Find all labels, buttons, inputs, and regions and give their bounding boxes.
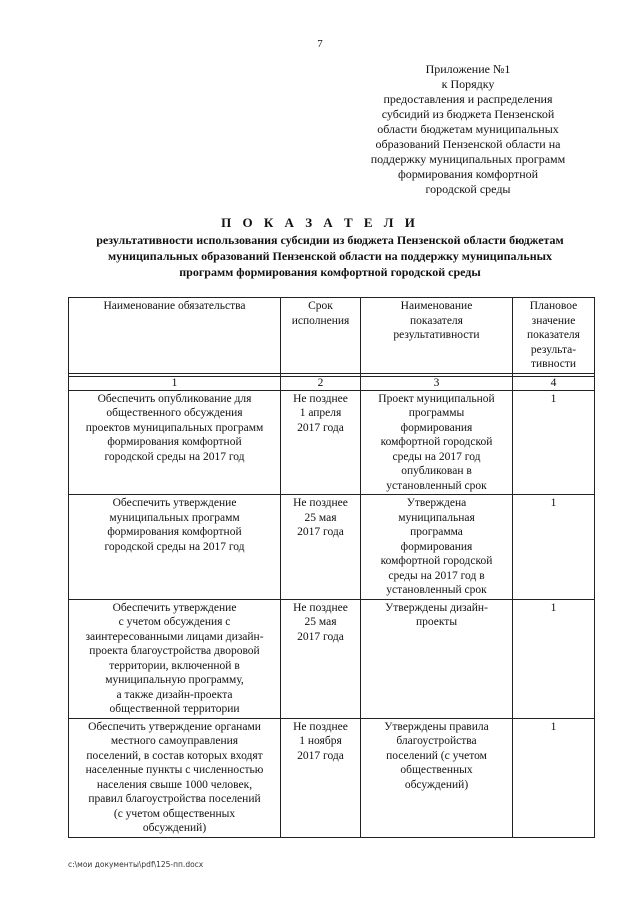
planned-value-cell: 1 [513, 495, 595, 600]
indicator-cell [361, 495, 513, 600]
document-title: П О К А З А Т Е Л И [221, 215, 419, 230]
table-row [69, 718, 595, 837]
indicator-line: благоустройства [396, 735, 477, 747]
deadline-line: 2017 года [297, 630, 344, 643]
deadline-cell [281, 599, 361, 718]
column-header-line: Срок [308, 300, 333, 312]
page-number: 7 [317, 38, 323, 50]
indicator-line: программы [408, 407, 465, 419]
obligation-line: формирования комфортной [107, 526, 242, 538]
obligation-line: общественного обсуждения [106, 407, 243, 419]
obligation-line: формирования комфортной [107, 436, 242, 448]
column-header-line: исполнения [291, 314, 350, 327]
column-number: 1 [69, 376, 281, 390]
obligation-line: Обеспечить утверждение органами [88, 720, 261, 733]
table-row [69, 390, 595, 495]
obligation-line: Обеспечить опубликование для [97, 392, 252, 405]
obligation-cell [69, 599, 281, 718]
obligation-line: городской среды на 2017 год [104, 450, 245, 463]
indicator-line: установленный срок [386, 584, 487, 596]
deadline-line: 2017 года [297, 421, 344, 434]
obligation-line: поселений, в состав которых входят [86, 749, 263, 762]
appendix-line: поддержку муниципальных программ [370, 152, 566, 166]
deadline-line: 1 апреля [299, 407, 342, 419]
table-header-row [69, 298, 595, 374]
table-row [69, 599, 595, 718]
indicator-line: муниципальная [398, 511, 475, 524]
indicator-line: установленный срок [386, 479, 487, 492]
column-number: 3 [361, 376, 513, 390]
column-header-line: Наименование обязательства [103, 300, 246, 312]
column-header [281, 298, 361, 374]
obligation-line: (с учетом общественных [113, 807, 236, 820]
deadline-line: 1 ноября [299, 735, 342, 747]
subtitle-line: муниципальных образований Пензенской области на поддержку муниципальных [107, 249, 553, 263]
deadline-line: 25 мая [304, 616, 337, 628]
obligation-line: местного самоуправления [110, 735, 239, 747]
indicators-table [68, 297, 595, 838]
appendix-line: образований Пензенской области на [375, 137, 561, 151]
column-header-line: показателя [527, 329, 580, 341]
column-header-line: показателя [410, 314, 463, 327]
obligation-cell [69, 390, 281, 495]
subtitle-line: результативности использования субсидии из бюджета Пензенской области бюджетам [96, 233, 564, 247]
deadline-line: 25 мая [304, 511, 337, 524]
appendix-line: формирования комфортной [397, 167, 539, 181]
appendix-line: городской среды [425, 182, 511, 196]
column-header-line: тивности [530, 358, 577, 370]
column-number: 4 [513, 376, 595, 390]
obligation-line: проектов муниципальных программ [85, 421, 264, 434]
indicator-line: Утверждены правила [384, 720, 489, 733]
deadline-line: 2017 года [297, 749, 344, 762]
deadline-line: Не позднее [293, 601, 348, 614]
column-header-line: результа- [530, 343, 577, 356]
obligation-line: Обеспечить утверждение [112, 601, 237, 614]
obligation-line: с учетом обсуждения с [118, 616, 231, 628]
planned-value-cell: 1 [513, 599, 595, 718]
subtitle-line: программ формирования комфортной городской среды [179, 265, 481, 279]
indicator-cell [361, 718, 513, 837]
deadline-line: Не позднее [293, 497, 348, 509]
appendix-line: субсидий из бюджета Пензенской [381, 107, 555, 121]
column-header-line: Плановое [529, 300, 578, 312]
obligation-line: городской среды на 2017 год [104, 540, 245, 553]
obligation-line: территории, включенной в [109, 659, 240, 672]
obligation-line: Обеспечить утверждение [112, 497, 237, 509]
indicator-line: Утверждена [406, 497, 467, 509]
column-header-line: Наименование [400, 300, 473, 312]
document-subtitle [70, 232, 590, 280]
indicator-line: обсуждений) [404, 778, 469, 791]
column-header-line: результативности [393, 329, 480, 341]
indicator-cell [361, 599, 513, 718]
appendix-header [360, 62, 576, 197]
indicator-line: комфортной городской [380, 436, 493, 448]
table-row [69, 495, 595, 600]
deadline-line: Не позднее [293, 392, 348, 405]
obligation-line: населения свыше 1000 человек, [96, 778, 253, 791]
file-path-footer: c:\мои документы\pdf\125-пп.docx [68, 860, 204, 869]
obligation-line: проекта благоустройства дворовой [89, 645, 260, 657]
appendix-line: Приложение №1 [425, 62, 511, 76]
deadline-cell [281, 718, 361, 837]
planned-value-cell: 1 [513, 718, 595, 837]
indicator-line: среды на 2017 год в [388, 569, 485, 582]
deadline-line: 2017 года [297, 526, 344, 538]
obligation-line: заинтересованными лицами дизайн- [85, 630, 264, 643]
column-header [361, 298, 513, 374]
indicator-line: Проект муниципальной [378, 392, 495, 405]
appendix-line: области бюджетам муниципальных [377, 122, 559, 136]
indicator-line: комфортной городской [380, 555, 493, 567]
indicator-line: формирования [400, 540, 473, 553]
obligation-line: общественной территории [109, 703, 240, 715]
obligation-line: а также дизайн-проекта [116, 688, 233, 701]
indicator-line: программа [410, 526, 463, 538]
indicator-cell [361, 390, 513, 495]
indicator-line: формирования [400, 421, 473, 434]
planned-value-cell: 1 [513, 390, 595, 495]
indicator-line: проекты [415, 616, 458, 628]
indicator-line: общественных [400, 764, 473, 776]
deadline-cell [281, 495, 361, 600]
obligation-line: правил благоустройства поселений [88, 793, 261, 805]
column-header [513, 298, 595, 374]
obligation-cell [69, 495, 281, 600]
obligation-line: муниципальных программ [109, 511, 240, 524]
deadline-line: Не позднее [293, 720, 348, 733]
appendix-line: предоставления и распределения [383, 92, 553, 106]
indicator-line: поселений (с учетом [386, 749, 487, 762]
indicator-line: среды на 2017 год [392, 450, 481, 463]
indicator-line: опубликован в [401, 465, 472, 477]
obligation-cell [69, 718, 281, 837]
obligation-line: муниципальную программу, [105, 674, 244, 686]
obligation-line: обсуждений) [142, 822, 207, 834]
deadline-cell [281, 390, 361, 495]
column-number-row [69, 376, 595, 390]
obligation-line: населенные пункты с численностью [85, 764, 264, 776]
indicator-line: Утверждены дизайн- [385, 601, 488, 614]
column-header [69, 298, 281, 374]
appendix-line: к Порядку [441, 77, 495, 91]
column-number: 2 [281, 376, 361, 390]
column-header-line: значение [531, 314, 576, 327]
